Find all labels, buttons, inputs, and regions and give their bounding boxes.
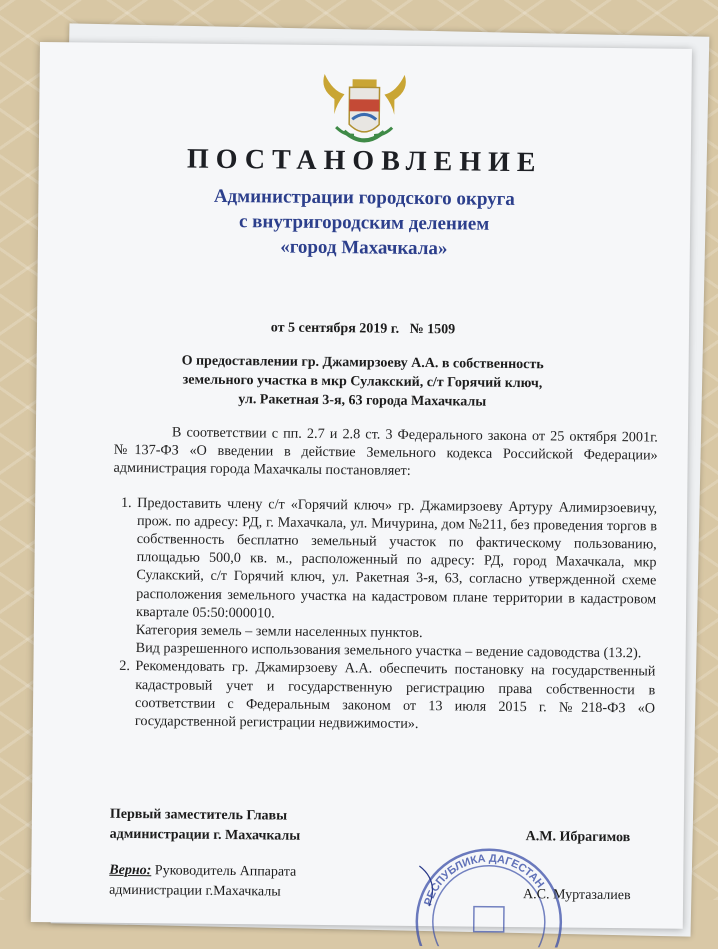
issuer-line: с внутригородским делением <box>238 211 490 235</box>
verification-block <box>109 861 296 903</box>
verifier-position-line: администрации г.Махачкалы <box>109 882 281 900</box>
document-body <box>111 423 658 736</box>
date-and-number: от 5 сентября 2019 г. № 1509 <box>270 320 456 338</box>
issuer-line: «город Махачкала» <box>280 236 448 260</box>
verified-label: Верно: <box>109 862 152 879</box>
signatory-position-line: Первый заместитель Главы <box>109 806 288 824</box>
subject-line: ул. Ракетная 3-я, 63 города Махачкалы <box>238 392 487 410</box>
signatory-name: А.М. Ибрагимов <box>525 829 631 846</box>
land-category: Категория земель – земли населенных пунктов. <box>135 622 423 642</box>
issuer-block <box>38 182 691 264</box>
document-title: ПОСТАНОВЛЕНИЕ <box>186 143 543 179</box>
subject-line: О предоставлении гр. Джамирзоеву А.А. в собственность <box>181 353 544 373</box>
issuer-line: Администрации городского округа <box>213 185 515 210</box>
coat-of-arms-icon <box>314 69 415 150</box>
resolution-item-text: Предоставить члену с/т «Горячий ключ» гр. Джамирзоеву Артуру Алимирзоевичу, прож. по адресу: РД, г. Махачкала, ул. Мичурина, дом №211, без проведения торгов в собственность бесплатно земельный участок по фактическому пользованию, площадью 500,0 кв. м., расположенный по адресу: РД, город Махачкала, мкр Сулакский, с/т Горячий ключ, ул. Ракетная 3-я, 63, согласно утвержденной схеме расположения земельного участка на кадастровом плане территории в кадастровом квартале 05:50:000010. <box>135 494 658 622</box>
signatory-position-line: администрации г. Махачкалы <box>109 826 301 844</box>
resolution-item <box>133 657 656 735</box>
document-sheet <box>31 42 692 929</box>
resolution-item-text: Рекомендовать гр. Джамирзоеву А.А. обеспечить постановку на государственный кадастровый учет и государственную регистрацию права собственности в соответствии с Федеральным законом от 13 июля 2015 г. №218-ФЗ «О государственной регистрации недвижимости». <box>134 658 656 733</box>
subject-block <box>36 350 689 414</box>
resolution-list <box>111 493 657 735</box>
verifier-position-line: Руководитель Аппарата <box>154 863 297 880</box>
verifier-name: А.С. Муртазалиев <box>523 887 631 904</box>
resolution-item <box>134 494 658 663</box>
preamble: В соответствии с пп. 2.7 и 2.8 ст. 3 Федерального закона от 25 октября 2001г. №137-ФЗ «О введении в действие Земельного кодекса Российской Федерации» администрация города Махачкалы постановляет: <box>113 424 658 480</box>
stamp-text: РЕСПУБЛИКА ДАГЕСТАН <box>422 852 547 908</box>
signatory-position <box>110 805 301 847</box>
subject-line: земельного участка в мкр Сулакский, с/т Горячий ключ, <box>182 372 543 392</box>
land-usage: Вид разрешенного использования земельного участка – ведение садоводства (13.2). <box>135 640 642 662</box>
